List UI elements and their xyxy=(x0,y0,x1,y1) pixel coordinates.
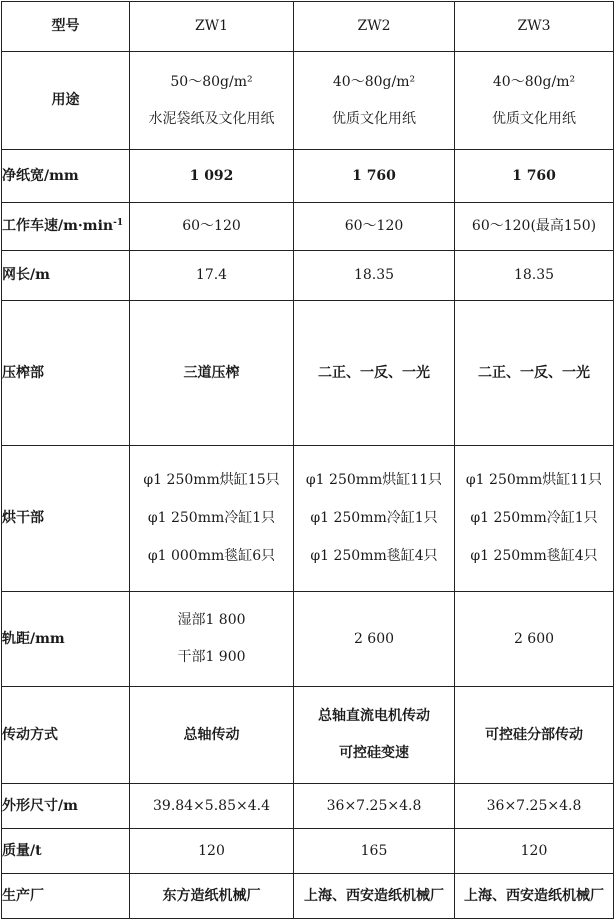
gauge-row xyxy=(2,592,614,687)
usage-zw3-purpose: 优质文化用纸 xyxy=(492,110,576,127)
width-label: 净纸宽/mm xyxy=(2,150,130,203)
wire-zw2: 18.35 xyxy=(294,251,455,301)
mass-zw2: 165 xyxy=(294,829,455,874)
usage-label: 用途 xyxy=(2,52,130,150)
maker-zw1: 东方造纸机械厂 xyxy=(130,874,294,919)
speed-row xyxy=(2,203,614,251)
dryer-zw3 xyxy=(455,446,614,592)
speed-zw1: 60～120 xyxy=(130,203,294,251)
press-row xyxy=(2,301,614,446)
dryer-zw1-cooling-cylinders: φ1 250mm冷缸1只 xyxy=(147,510,276,527)
width-row xyxy=(2,150,614,203)
dryer-zw3-dryer-cylinders: φ1 250mm烘缸11只 xyxy=(465,472,603,489)
mass-zw1: 120 xyxy=(130,829,294,874)
width-zw3: 1 760 xyxy=(455,150,614,203)
drive-label: 传动方式 xyxy=(2,687,130,784)
speed-label xyxy=(2,203,130,251)
usage-zw2-grammage: 40～80g/m² xyxy=(332,73,416,90)
wire-label: 网长/m xyxy=(2,251,130,301)
gauge-zw3: 2 600 xyxy=(455,592,614,687)
maker-label: 生产厂 xyxy=(2,874,130,919)
gauge-zw1-wet-end: 湿部1 800 xyxy=(177,612,246,629)
width-zw2: 1 760 xyxy=(294,150,455,203)
dryer-zw2-dryer-cylinders: φ1 250mm烘缸11只 xyxy=(305,472,443,489)
dryer-zw2-cooling-cylinders: φ1 250mm冷缸1只 xyxy=(310,510,438,527)
paper-machine-spec-table xyxy=(1,1,614,919)
dryer-zw2-felt-cylinders: φ1 250mm毯缸4只 xyxy=(310,547,438,564)
header-row xyxy=(2,2,614,52)
press-zw1: 三道压榨 xyxy=(130,301,294,446)
size-zw1: 39.84×5.85×4.4 xyxy=(130,784,294,829)
dryer-zw1 xyxy=(130,446,294,592)
size-zw3: 36×7.25×4.8 xyxy=(455,784,614,829)
dryer-zw3-cooling-cylinders: φ1 250mm冷缸1只 xyxy=(470,510,598,527)
wire-zw3: 18.35 xyxy=(455,251,614,301)
usage-zw3-grammage: 40～80g/m² xyxy=(492,73,576,90)
mass-row xyxy=(2,829,614,874)
speed-label-main: 工作车速/m·min xyxy=(2,218,114,235)
speed-zw3: 60～120(最高150) xyxy=(455,203,614,251)
wire-zw1: 17.4 xyxy=(130,251,294,301)
wire-row xyxy=(2,251,614,301)
gauge-zw2: 2 600 xyxy=(294,592,455,687)
model-zw2: ZW2 xyxy=(294,2,455,52)
model-label: 型号 xyxy=(2,2,130,52)
dryer-label: 烘干部 xyxy=(2,446,130,592)
usage-zw2 xyxy=(294,52,455,150)
drive-zw2-line2: 可控硅变速 xyxy=(339,745,409,761)
gauge-zw1 xyxy=(130,592,294,687)
dryer-zw1-felt-cylinders: φ1 000mm毯缸6只 xyxy=(147,547,276,564)
usage-row xyxy=(2,52,614,150)
press-label: 压榨部 xyxy=(2,301,130,446)
speed-label-exponent: -1 xyxy=(113,218,124,229)
press-zw2: 二正、一反、一光 xyxy=(294,301,455,446)
size-row xyxy=(2,784,614,829)
usage-zw3 xyxy=(455,52,614,150)
maker-zw2: 上海、西安造纸机械厂 xyxy=(294,874,455,919)
usage-zw1-grammage: 50～80g/m² xyxy=(170,73,253,90)
size-zw2: 36×7.25×4.8 xyxy=(294,784,455,829)
size-label: 外形尺寸/m xyxy=(2,784,130,829)
drive-zw2-line1: 总轴直流电机传动 xyxy=(318,708,430,725)
model-zw3: ZW3 xyxy=(455,2,614,52)
maker-zw3: 上海、西安造纸机械厂 xyxy=(455,874,614,919)
dryer-row xyxy=(2,446,614,592)
model-zw1: ZW1 xyxy=(130,2,294,52)
speed-zw2: 60～120 xyxy=(294,203,455,251)
dryer-zw3-felt-cylinders: φ1 250mm毯缸4只 xyxy=(470,547,598,564)
press-zw3: 二正、一反、一光 xyxy=(455,301,614,446)
mass-label: 质量/t xyxy=(2,829,130,874)
mass-zw3: 120 xyxy=(455,829,614,874)
usage-zw2-purpose: 优质文化用纸 xyxy=(332,110,416,127)
usage-zw1-purpose: 水泥袋纸及文化用纸 xyxy=(148,110,275,127)
drive-zw2 xyxy=(294,687,455,784)
drive-zw1: 总轴传动 xyxy=(130,687,294,784)
width-zw1: 1 092 xyxy=(130,150,294,203)
gauge-zw1-dry-end: 干部1 900 xyxy=(177,649,246,665)
drive-zw3: 可控硅分部传动 xyxy=(455,687,614,784)
dryer-zw2 xyxy=(294,446,455,592)
dryer-zw1-dryer-cylinders: φ1 250mm烘缸15只 xyxy=(143,472,280,489)
maker-row xyxy=(2,874,614,919)
gauge-label: 轨距/mm xyxy=(2,592,130,687)
drive-row xyxy=(2,687,614,784)
usage-zw1 xyxy=(130,52,294,150)
